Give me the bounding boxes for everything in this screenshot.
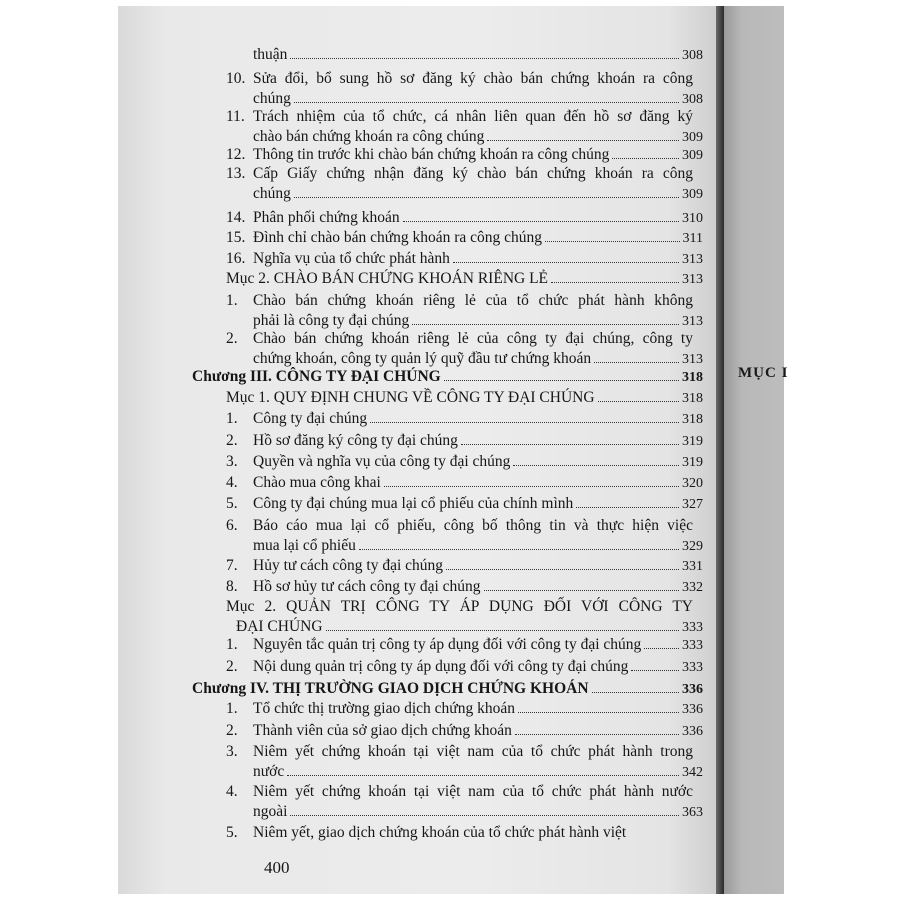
toc-entry-title: Nguyên tắc quản trị công ty áp dụng đối với công ty đại chúng [253, 636, 642, 653]
toc-page-number: 336 [682, 682, 703, 697]
toc-page-number: 308 [682, 48, 703, 63]
toc-page-number: 309 [682, 187, 703, 202]
dot-leader [290, 815, 679, 816]
dot-leader [370, 422, 679, 423]
dot-leader [545, 241, 679, 242]
toc-entry-number: 11. [226, 108, 245, 125]
toc-entry-title: Niêm yết chứng khoán tại việt nam của tổ chức phát hành trong [253, 743, 693, 760]
toc-page-number: 342 [682, 765, 703, 780]
dot-leader [515, 734, 679, 735]
toc-page-number: 336 [682, 702, 703, 717]
toc-page-number: 318 [682, 391, 703, 406]
toc-entry-title: chúng [253, 90, 291, 107]
toc-page-number: 333 [682, 638, 703, 653]
toc-entry-number: 1. [226, 700, 238, 717]
dot-leader [461, 444, 679, 445]
toc-entry-number: 13. [226, 165, 246, 182]
toc-entry-number: 2. [226, 330, 238, 347]
toc-entry-title: Nghĩa vụ của tổ chức phát hành [253, 250, 450, 267]
book-page [118, 6, 716, 894]
toc-entry-title: Quyền và nghĩa vụ của công ty đại chúng [253, 453, 511, 470]
toc-entry-number: 1. [226, 410, 238, 427]
dot-leader [551, 282, 679, 283]
toc-entry-title: Thành viên của sở giao dịch chứng khoán [253, 722, 512, 739]
toc-entry-title: Cấp Giấy chứng nhận đăng ký chào bán chứng khoán ra công [253, 165, 693, 182]
dot-leader [444, 380, 679, 381]
dot-leader [612, 158, 679, 159]
toc-page-number: 327 [682, 497, 703, 512]
toc-entry-number: 3. [226, 743, 238, 760]
dot-leader [513, 465, 679, 466]
toc-entry-title: Mục 1. QUY ĐỊNH CHUNG VỀ CÔNG TY ĐẠI CHÚNG [226, 389, 595, 406]
toc-entry-number: 14. [226, 209, 246, 226]
toc-entry-title: Niêm yết chứng khoán tại việt nam của tổ chức phát hành nước [253, 783, 693, 800]
toc-entry-number: 4. [226, 783, 238, 800]
dot-leader [644, 648, 679, 649]
toc-page-number: 333 [682, 620, 703, 635]
table-of-contents [118, 6, 716, 894]
toc-page-number: 308 [682, 92, 703, 107]
toc-page-number: 318 [682, 412, 703, 427]
toc-entry-number: 2. [226, 432, 238, 449]
toc-entry-number: 8. [226, 578, 238, 595]
toc-entry-number: 6. [226, 517, 238, 534]
toc-page-number: 319 [682, 434, 703, 449]
dot-leader [290, 58, 679, 59]
page-number: 400 [264, 858, 290, 877]
toc-page-number: 331 [682, 559, 703, 574]
toc-entry-title: Mục 2. CHÀO BÁN CHỨNG KHOÁN RIÊNG LẺ [226, 270, 549, 287]
toc-entry-title: Đình chỉ chào bán chứng khoán ra công chúng [253, 229, 543, 246]
toc-entry-title: mua lại cổ phiếu [253, 537, 356, 554]
toc-entry-number: 12. [226, 146, 246, 163]
toc-page-number: 313 [682, 314, 703, 329]
toc-page-number: 336 [682, 724, 703, 739]
toc-entry-title: Hủy tư cách công ty đại chúng [253, 557, 444, 574]
toc-entry-title: Hồ sơ hủy tư cách công ty đại chúng [253, 578, 481, 595]
dot-leader [594, 362, 679, 363]
toc-entry-title: Chào mua công khai [253, 474, 381, 491]
toc-page-number: 363 [682, 805, 703, 820]
toc-page-number: 313 [682, 272, 703, 287]
toc-entry-title: chào bán chứng khoán ra công chúng [253, 128, 485, 145]
toc-entry-number: 5. [226, 824, 238, 841]
toc-entry-title: chúng [253, 185, 291, 202]
toc-entry-title: Công ty đại chúng mua lại cổ phiếu của chính mình [253, 495, 574, 512]
toc-entry-title: Thông tin trước khi chào bán chứng khoán ra công chúng [253, 146, 610, 163]
toc-entry-title: Phân phối chứng khoán [253, 209, 400, 226]
dot-leader [631, 670, 679, 671]
dot-leader [384, 486, 679, 487]
dot-leader [518, 712, 679, 713]
dot-leader [592, 692, 679, 693]
dot-leader [412, 324, 679, 325]
dot-leader [487, 140, 679, 141]
toc-entry-number: 5. [226, 495, 238, 512]
dot-leader [453, 262, 679, 263]
toc-page-number: 320 [682, 476, 703, 491]
dot-leader [403, 221, 679, 222]
toc-page-number: 311 [682, 231, 703, 246]
toc-entry-title: Niêm yết, giao dịch chứng khoán của tổ chức phát hành việt [253, 824, 627, 841]
toc-page-number: 309 [682, 148, 703, 163]
toc-entry-title: Chương III. CÔNG TY ĐẠI CHÚNG [192, 368, 441, 385]
toc-page-number: 318 [682, 370, 703, 385]
toc-entry-number: 7. [226, 557, 238, 574]
toc-entry-title: nước [253, 763, 285, 780]
book-photo [118, 6, 784, 894]
toc-entry-number: 15. [226, 229, 246, 246]
toc-entry-number: 2. [226, 722, 238, 739]
dot-leader [446, 569, 679, 570]
toc-entry-title: ngoài [253, 803, 288, 820]
toc-entry-title: thuận [253, 46, 288, 63]
toc-page-number: 313 [682, 352, 703, 367]
toc-entry-number: 4. [226, 474, 238, 491]
dot-leader [359, 549, 679, 550]
page-gutter-shadow [716, 6, 724, 894]
toc-entry-title: ĐẠI CHÚNG [236, 618, 323, 635]
dot-leader [576, 507, 679, 508]
toc-entry-title: Trách nhiệm của tổ chức, cá nhân liên quan đến hồ sơ đăng ký [253, 108, 693, 125]
toc-entry-title: Công ty đại chúng [253, 410, 368, 427]
toc-page-number: 329 [682, 539, 703, 554]
toc-entry-title: Nội dung quản trị công ty áp dụng đối với công ty đại chúng [253, 658, 629, 675]
toc-entry-number: 16. [226, 250, 246, 267]
dot-leader [484, 590, 679, 591]
dot-leader [294, 102, 679, 103]
toc-entry-title: Chương IV. THỊ TRƯỜNG GIAO DỊCH CHỨNG KHOÁN [192, 680, 589, 697]
toc-entry-title: Tổ chức thị trường giao dịch chứng khoán [253, 700, 515, 717]
dot-leader [294, 197, 679, 198]
toc-entry-title: chứng khoán, công ty quản lý quỹ đầu tư chứng khoán [253, 350, 592, 367]
adjacent-page-heading: MỤC I [738, 365, 789, 381]
toc-entry-number: 1. [226, 292, 238, 309]
toc-page-number: 319 [682, 455, 703, 470]
toc-entry-title: Chào bán chứng khoán riêng lẻ của tổ chức phát hành không [253, 292, 693, 309]
toc-entry-title: Báo cáo mua lại cổ phiếu, công bố thông tin và thực hiện việc [253, 517, 693, 534]
toc-page-number: 333 [682, 660, 703, 675]
dot-leader [598, 401, 679, 402]
toc-entry-title: phải là công ty đại chúng [253, 312, 410, 329]
toc-entry-number: 2. [226, 658, 238, 675]
toc-page-number: 332 [682, 580, 703, 595]
dot-leader [326, 630, 679, 631]
toc-page-number: 309 [682, 130, 703, 145]
dot-leader [287, 775, 679, 776]
toc-entry-title: Mục 2. QUẢN TRỊ CÔNG TY ÁP DỤNG ĐỐI VỚI CÔNG TY [226, 598, 693, 615]
toc-entry-number: 3. [226, 453, 238, 470]
toc-entry-number: 10. [226, 70, 246, 87]
toc-page-number: 313 [682, 252, 703, 267]
adjacent-page [724, 6, 784, 894]
toc-page-number: 310 [682, 211, 703, 226]
toc-entry-title: Hồ sơ đăng ký công ty đại chúng [253, 432, 458, 449]
toc-entry-title: Chào bán chứng khoán riêng lẻ của công ty đại chúng, công ty [253, 330, 693, 347]
toc-entry-title: Sửa đổi, bổ sung hồ sơ đăng ký chào bán chứng khoán ra công [253, 70, 693, 87]
toc-entry-number: 1. [226, 636, 238, 653]
